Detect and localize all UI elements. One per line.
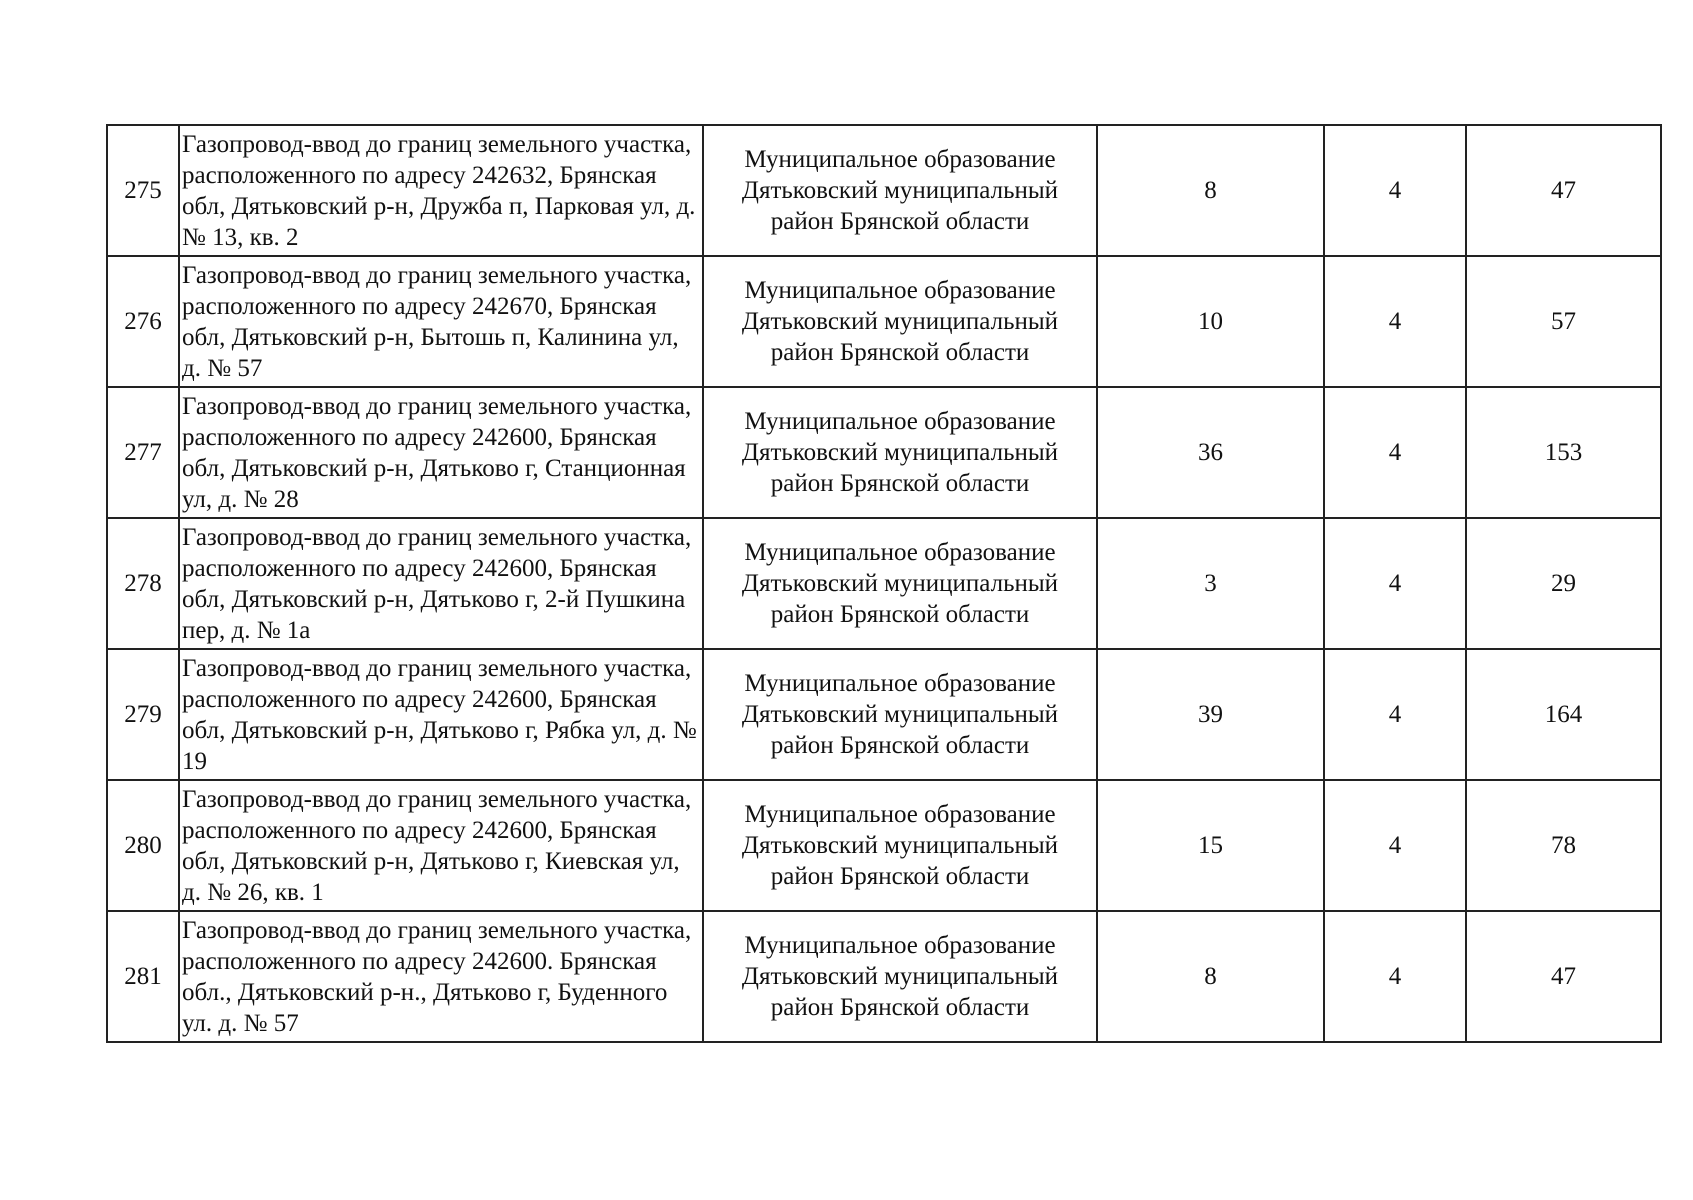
value2-cell: 4 xyxy=(1324,649,1466,780)
value1-cell: 15 xyxy=(1097,780,1324,911)
value1-cell: 36 xyxy=(1097,387,1324,518)
table-row xyxy=(107,780,1661,911)
object-description: Газопровод-ввод до границ земельного участка, расположенного по адресу 242600. Брянская обл., Дятьковский р-н., Дятьково г, Буденного ул. д. № 57 xyxy=(179,911,703,1042)
row-number: 276 xyxy=(107,256,179,387)
owner-name: Муниципальное образование Дятьковский муниципальный район Брянской области xyxy=(741,670,1059,759)
value3-cell: 47 xyxy=(1466,911,1661,1042)
owner-name: Муниципальное образование Дятьковский муниципальный район Брянской области xyxy=(741,801,1059,890)
value1-cell: 8 xyxy=(1097,911,1324,1042)
table-row xyxy=(107,387,1661,518)
value2-cell: 4 xyxy=(1324,256,1466,387)
value1-cell: 8 xyxy=(1097,125,1324,256)
value2-cell: 4 xyxy=(1324,518,1466,649)
value3-cell: 29 xyxy=(1466,518,1661,649)
table-row xyxy=(107,256,1661,387)
row-number: 275 xyxy=(107,125,179,256)
owner-cell xyxy=(703,387,1097,518)
owner-cell xyxy=(703,911,1097,1042)
value3-cell: 57 xyxy=(1466,256,1661,387)
value2-cell: 4 xyxy=(1324,387,1466,518)
value2-cell: 4 xyxy=(1324,780,1466,911)
owner-name: Муниципальное образование Дятьковский муниципальный район Брянской области xyxy=(741,539,1059,628)
row-number: 277 xyxy=(107,387,179,518)
value1-cell: 10 xyxy=(1097,256,1324,387)
object-description: Газопровод-ввод до границ земельного участка, расположенного по адресу 242600, Брянская обл, Дятьковский р-н, Дятьково г, Киевская ул, д. № 26, кв. 1 xyxy=(179,780,703,911)
row-number: 279 xyxy=(107,649,179,780)
row-number: 278 xyxy=(107,518,179,649)
owner-cell xyxy=(703,256,1097,387)
value1-cell: 39 xyxy=(1097,649,1324,780)
owner-name: Муниципальное образование Дятьковский муниципальный район Брянской области xyxy=(741,932,1059,1021)
table-row xyxy=(107,518,1661,649)
table-row xyxy=(107,911,1661,1042)
owner-cell xyxy=(703,649,1097,780)
owner-name: Муниципальное образование Дятьковский муниципальный район Брянской области xyxy=(741,146,1059,235)
row-number: 280 xyxy=(107,780,179,911)
row-number: 281 xyxy=(107,911,179,1042)
owner-cell xyxy=(703,518,1097,649)
object-description: Газопровод-ввод до границ земельного участка, расположенного по адресу 242600, Брянская обл, Дятьковский р-н, Дятьково г, Станционная ул, д. № 28 xyxy=(179,387,703,518)
value2-cell: 4 xyxy=(1324,125,1466,256)
object-description: Газопровод-ввод до границ земельного участка, расположенного по адресу 242632, Брянская обл, Дятьковский р-н, Дружба п, Парковая ул, д. № 13, кв. 2 xyxy=(179,125,703,256)
object-description: Газопровод-ввод до границ земельного участка, расположенного по адресу 242600, Брянская обл, Дятьковский р-н, Дятьково г, Рябка ул, д. № 19 xyxy=(179,649,703,780)
value3-cell: 164 xyxy=(1466,649,1661,780)
value3-cell: 153 xyxy=(1466,387,1661,518)
owner-name: Муниципальное образование Дятьковский муниципальный район Брянской области xyxy=(741,408,1059,497)
object-description: Газопровод-ввод до границ земельного участка, расположенного по адресу 242670, Брянская обл, Дятьковский р-н, Бытошь п, Калинина ул, д. № 57 xyxy=(179,256,703,387)
table-row xyxy=(107,649,1661,780)
value1-cell: 3 xyxy=(1097,518,1324,649)
value3-cell: 47 xyxy=(1466,125,1661,256)
owner-cell xyxy=(703,780,1097,911)
table-row xyxy=(107,125,1661,256)
owner-cell xyxy=(703,125,1097,256)
owner-name: Муниципальное образование Дятьковский муниципальный район Брянской области xyxy=(741,277,1059,366)
registry-table xyxy=(106,124,1662,1043)
value2-cell: 4 xyxy=(1324,911,1466,1042)
object-description: Газопровод-ввод до границ земельного участка, расположенного по адресу 242600, Брянская обл, Дятьковский р-н, Дятьково г, 2-й Пушкина пер, д. № 1а xyxy=(179,518,703,649)
value3-cell: 78 xyxy=(1466,780,1661,911)
